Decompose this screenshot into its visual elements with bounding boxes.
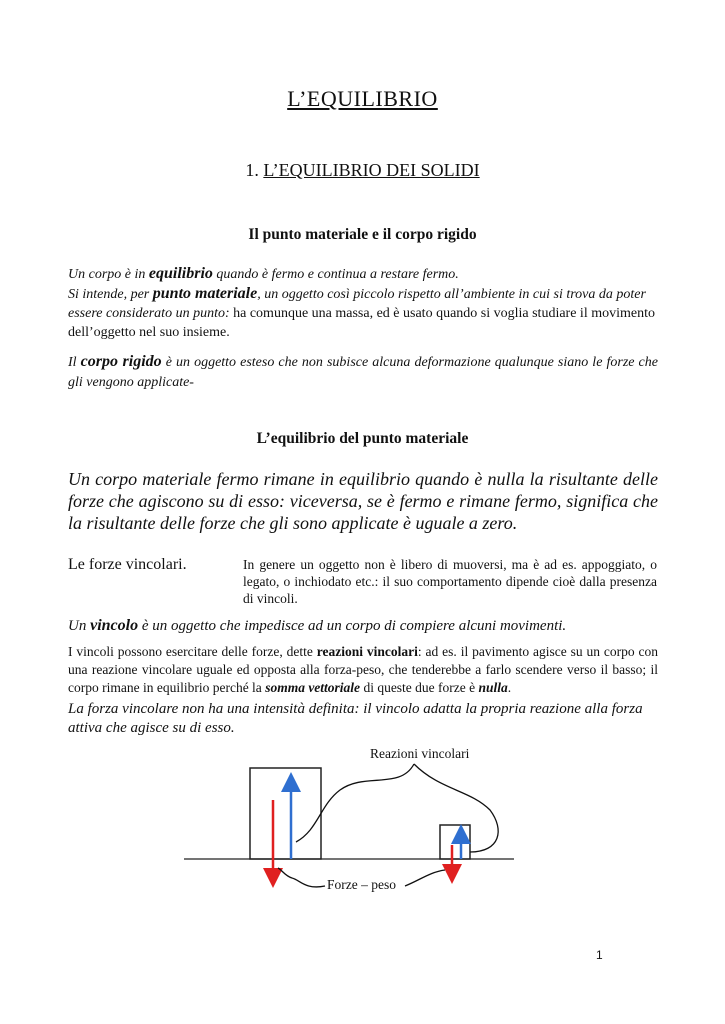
label-forze-peso: Forze – peso [327, 877, 396, 892]
statement-equilibrio: Un corpo materiale fermo rimane in equilibrio quando è nulla la risultante delle forze che agiscono su di esso: viceversa, se è fermo e rimane fermo, significa che la risultante delle forze che gli sono applicate è uguale a zero. [68, 469, 658, 533]
term-corpo-rigido: corpo rigido [80, 353, 162, 370]
label-reazioni-vincolari: Reazioni vincolari [370, 746, 470, 761]
subheading-punto-rigido: Il punto materiale e il corpo rigido [248, 226, 477, 243]
text-run: è un oggetto esteso che non subisce alcuna deformazione qualunque siano le forze che gli vengono applicate- [68, 355, 658, 390]
connector-weights-small [405, 870, 445, 886]
document-title: L’EQUILIBRIO [287, 86, 438, 111]
text-run: : ad es. il pavimento agisce su un corpo con una reazione vincolare uguale ed opposta alla forza-peso, che tenderebbe a farlo scendere verso il basso; il corpo rimane in equilibrio perché la [68, 644, 658, 695]
paragraph-forza-vincolare: La forza vincolare non ha una intensità definita: il vincolo adatta la propria reazione alla forza attiva che agisce su di esso. [68, 701, 643, 736]
section-number: 1. [245, 160, 259, 180]
small-block [440, 825, 470, 859]
subheading-punto-materiale: L’equilibrio del punto materiale [256, 430, 469, 447]
label-forze-vincolari: Le forze vincolari. [68, 556, 187, 573]
text-run: Un corpo è in [68, 267, 149, 282]
text-run: Un [68, 618, 91, 634]
text-run: . [507, 680, 512, 695]
text-run: essere considerato un punto: [68, 306, 230, 321]
text-run: Si intende, per [68, 287, 153, 302]
term-vincolo: vincolo [90, 617, 139, 634]
text-run: è un oggetto che impedisce ad un corpo di compiere alcuni movimenti. [138, 618, 567, 634]
text-run: ha comunque una massa, ed è usato quando si voglia studiare il movimento dell’oggetto nel suo insieme. [68, 306, 655, 340]
page-number: 1 [596, 948, 603, 962]
text-run: I vincoli possono esercitare delle forze, dette [68, 644, 317, 659]
term-punto-materiale: punto materiale [152, 285, 258, 302]
large-block [250, 768, 321, 859]
text-run: Il [68, 355, 81, 370]
term-reazioni-vincolari: reazioni vincolari [316, 644, 418, 659]
text-run: di queste due forze è [360, 680, 479, 695]
text-forze-vincolari: In genere un oggetto non è libero di muoversi, ma è ad es. appoggiato, o legato, o inchiodato etc.: il suo comportamento dipende cioè dalla presenza di vincoli. [243, 557, 657, 606]
term-nulla: nulla [478, 680, 508, 695]
connector-reactions-small [414, 764, 498, 852]
term-somma-vettoriale: somma vettoriale [265, 680, 361, 695]
connector-reactions-large [296, 764, 414, 842]
section-title: L’EQUILIBRIO DEI SOLIDI [263, 160, 480, 180]
term-equilibrio: equilibrio [148, 265, 213, 282]
text-run: quando è fermo e continua a restare fermo. [212, 267, 459, 282]
connector-weights-large [278, 868, 325, 887]
text-run: , un oggetto così piccolo rispetto all’ambiente in cui si trova da poter [257, 287, 646, 302]
